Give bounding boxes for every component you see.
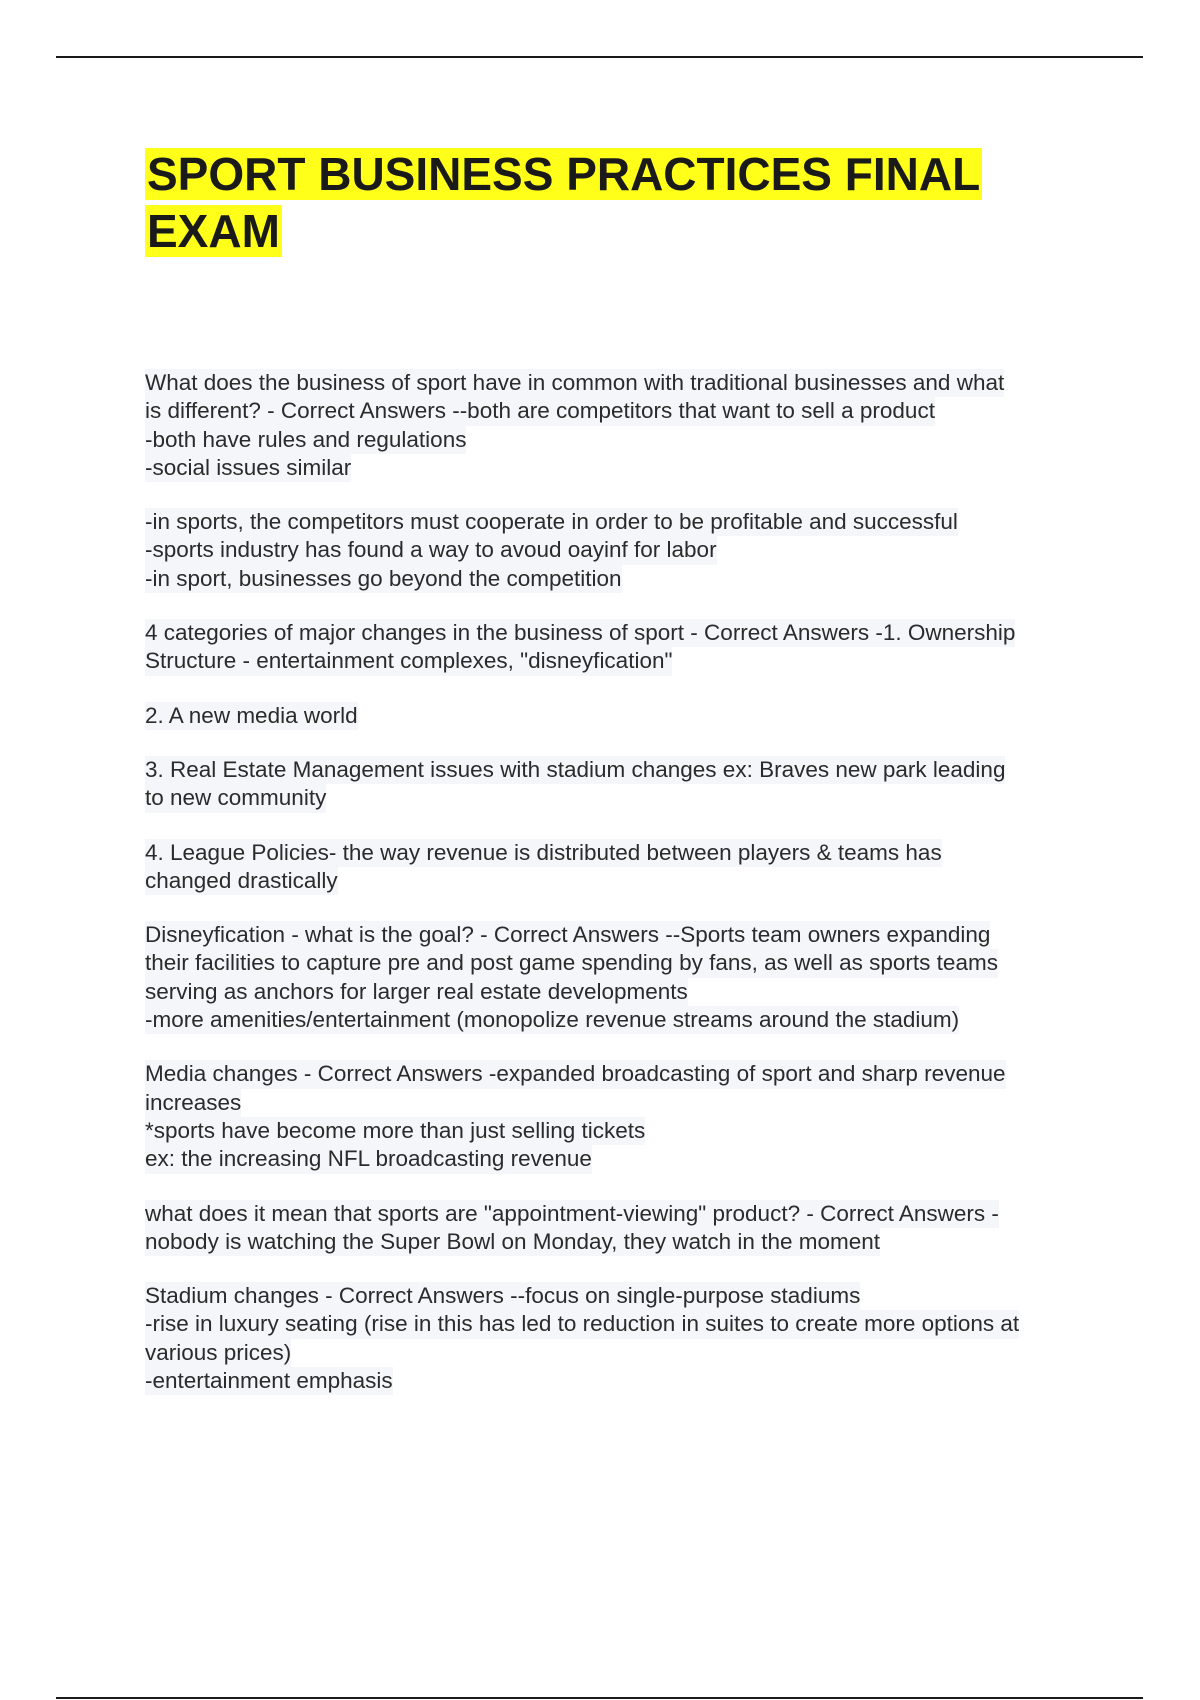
paragraph-10 [145, 1282, 1095, 1395]
text-line: -sports industry has found a way to avoud oayinf for labor [145, 536, 717, 564]
text-line: various prices) [145, 1339, 291, 1367]
paragraph-7 [145, 921, 1095, 1034]
text-line: 3. Real Estate Management issues with stadium changes ex: Braves new park leading [145, 756, 1005, 784]
text-line: Stadium changes - Correct Answers --focus on single-purpose stadiums [145, 1282, 860, 1310]
text-line: Structure - entertainment complexes, "disneyfication" [145, 647, 672, 675]
paragraph-6 [145, 839, 1095, 896]
document-page [145, 146, 1095, 1421]
paragraph-9 [145, 1200, 1095, 1257]
header-rule [56, 56, 1143, 58]
title-line: EXAM [147, 205, 280, 257]
text-line: 4 categories of major changes in the business of sport - Correct Answers -1. Ownership [145, 619, 1015, 647]
paragraph-8 [145, 1060, 1095, 1173]
text-line: increases [145, 1089, 241, 1117]
text-line: their facilities to capture pre and post game spending by fans, as well as sports teams [145, 949, 998, 977]
paragraph-4 [145, 702, 1095, 730]
text-line: nobody is watching the Super Bowl on Monday, they watch in the moment [145, 1228, 880, 1256]
paragraph-3 [145, 619, 1095, 676]
text-line: -more amenities/entertainment (monopolize revenue streams around the stadium) [145, 1006, 959, 1034]
paragraph-1 [145, 369, 1095, 482]
text-line: 2. A new media world [145, 702, 358, 730]
text-line: -in sport, businesses go beyond the competition [145, 565, 622, 593]
document-body [145, 369, 1095, 1395]
text-line: is different? - Correct Answers --both are competitors that want to sell a product [145, 397, 935, 425]
text-line: to new community [145, 784, 326, 812]
paragraph-5 [145, 756, 1095, 813]
text-line: What does the business of sport have in common with traditional businesses and what [145, 369, 1004, 397]
document-title [145, 146, 1095, 260]
footer-rule [56, 1697, 1143, 1699]
text-line: what does it mean that sports are "appointment-viewing" product? - Correct Answers - [145, 1200, 999, 1228]
text-line: ex: the increasing NFL broadcasting revenue [145, 1145, 592, 1173]
paragraph-2 [145, 508, 1095, 593]
text-line: -in sports, the competitors must cooperate in order to be profitable and successful [145, 508, 958, 536]
title-line: SPORT BUSINESS PRACTICES FINAL [147, 148, 981, 200]
text-line: 4. League Policies- the way revenue is distributed between players & teams has [145, 839, 942, 867]
text-line: -entertainment emphasis [145, 1367, 393, 1395]
text-line: -rise in luxury seating (rise in this has led to reduction in suites to create more options at [145, 1310, 1019, 1338]
text-line: serving as anchors for larger real estate developments [145, 978, 688, 1006]
text-line: Disneyfication - what is the goal? - Correct Answers --Sports team owners expanding [145, 921, 990, 949]
text-line: Media changes - Correct Answers -expanded broadcasting of sport and sharp revenue [145, 1060, 1006, 1088]
text-line: -both have rules and regulations [145, 426, 466, 454]
text-line: -social issues similar [145, 454, 351, 482]
text-line: *sports have become more than just selling tickets [145, 1117, 645, 1145]
text-line: changed drastically [145, 867, 338, 895]
